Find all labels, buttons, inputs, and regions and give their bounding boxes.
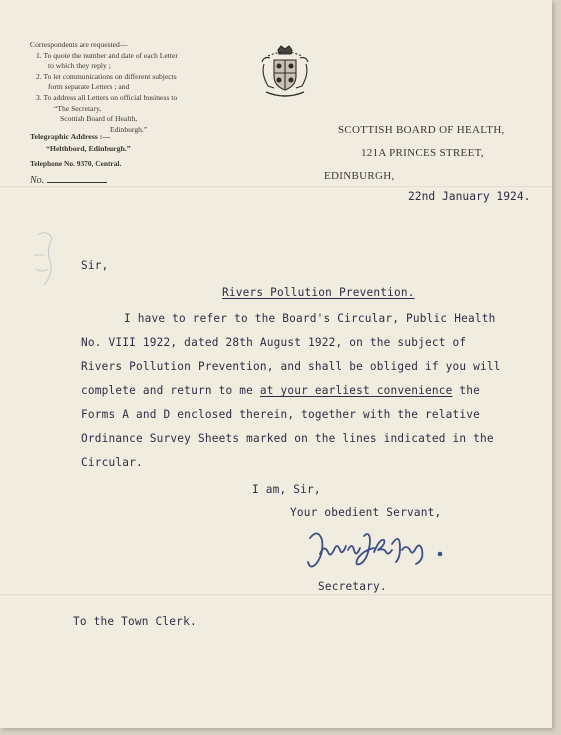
instruction-line: form separate Letters ; and [48,82,130,92]
royal-coat-of-arms-icon [256,42,314,100]
body-line: No. VIII 1922, dated 28th August 1922, on the subject of [81,336,467,349]
underlined-phrase: at your earliest convenience [259,384,453,397]
body-line: I have to refer to the Board's Circular, Public Health [124,312,496,325]
telephone-number: Telephone No. 9370, Central. [30,159,122,168]
body-line: Ordinance Survey Sheets marked on the lines indicated in the [81,432,494,445]
body-line: complete and return to me at your earliest convenience the [81,384,481,397]
closing-line: Your obedient Servant, [290,506,442,519]
instruction-line: Scottish Board of Health, [60,114,138,124]
telegraphic-address: “Helthbord, Edinburgh.” [46,144,131,153]
instruction-line: to which they reply ; [48,61,111,71]
body-line: Circular. [81,456,143,469]
telegraphic-label: Telegraphic Address :— [30,132,111,141]
faded-stamp-icon [30,225,60,300]
correspondents-instructions [30,40,240,135]
instruction-line: 2. To let communications on different subjects [36,71,177,81]
fold-line [0,186,552,189]
address-line-street: 121A PRINCES STREET, [361,147,484,159]
letter-subject: Rivers Pollution Prevention. [222,286,415,299]
addressee: To the Town Clerk. [73,615,197,628]
body-line: Forms A and D enclosed therein, together with the relative [81,408,480,421]
instruction-line: Edinburgh.” [110,124,148,134]
signatory-title: Secretary. [318,580,387,593]
address-line-board: SCOTTISH BOARD OF HEALTH, [338,124,505,136]
instruction-line: 1. To quote the number and date of each Letter [36,50,178,60]
reference-number-label: No. [30,175,107,186]
instruction-line: 3. To address all Letters on official business to [36,92,178,102]
closing-line: I am, Sir, [252,483,321,496]
body-line: Rivers Pollution Prevention, and shall be obliged if you will [81,360,501,373]
correspondents-heading: Correspondents are requested— [30,40,128,49]
fold-line [0,594,552,597]
instruction-line: “The Secretary, [54,103,102,113]
salutation: Sir, [81,259,109,272]
address-line-city: EDINBURGH, [324,170,395,182]
handwritten-signature-icon [304,524,454,572]
letter-date: 22nd January 1924. [408,190,531,203]
